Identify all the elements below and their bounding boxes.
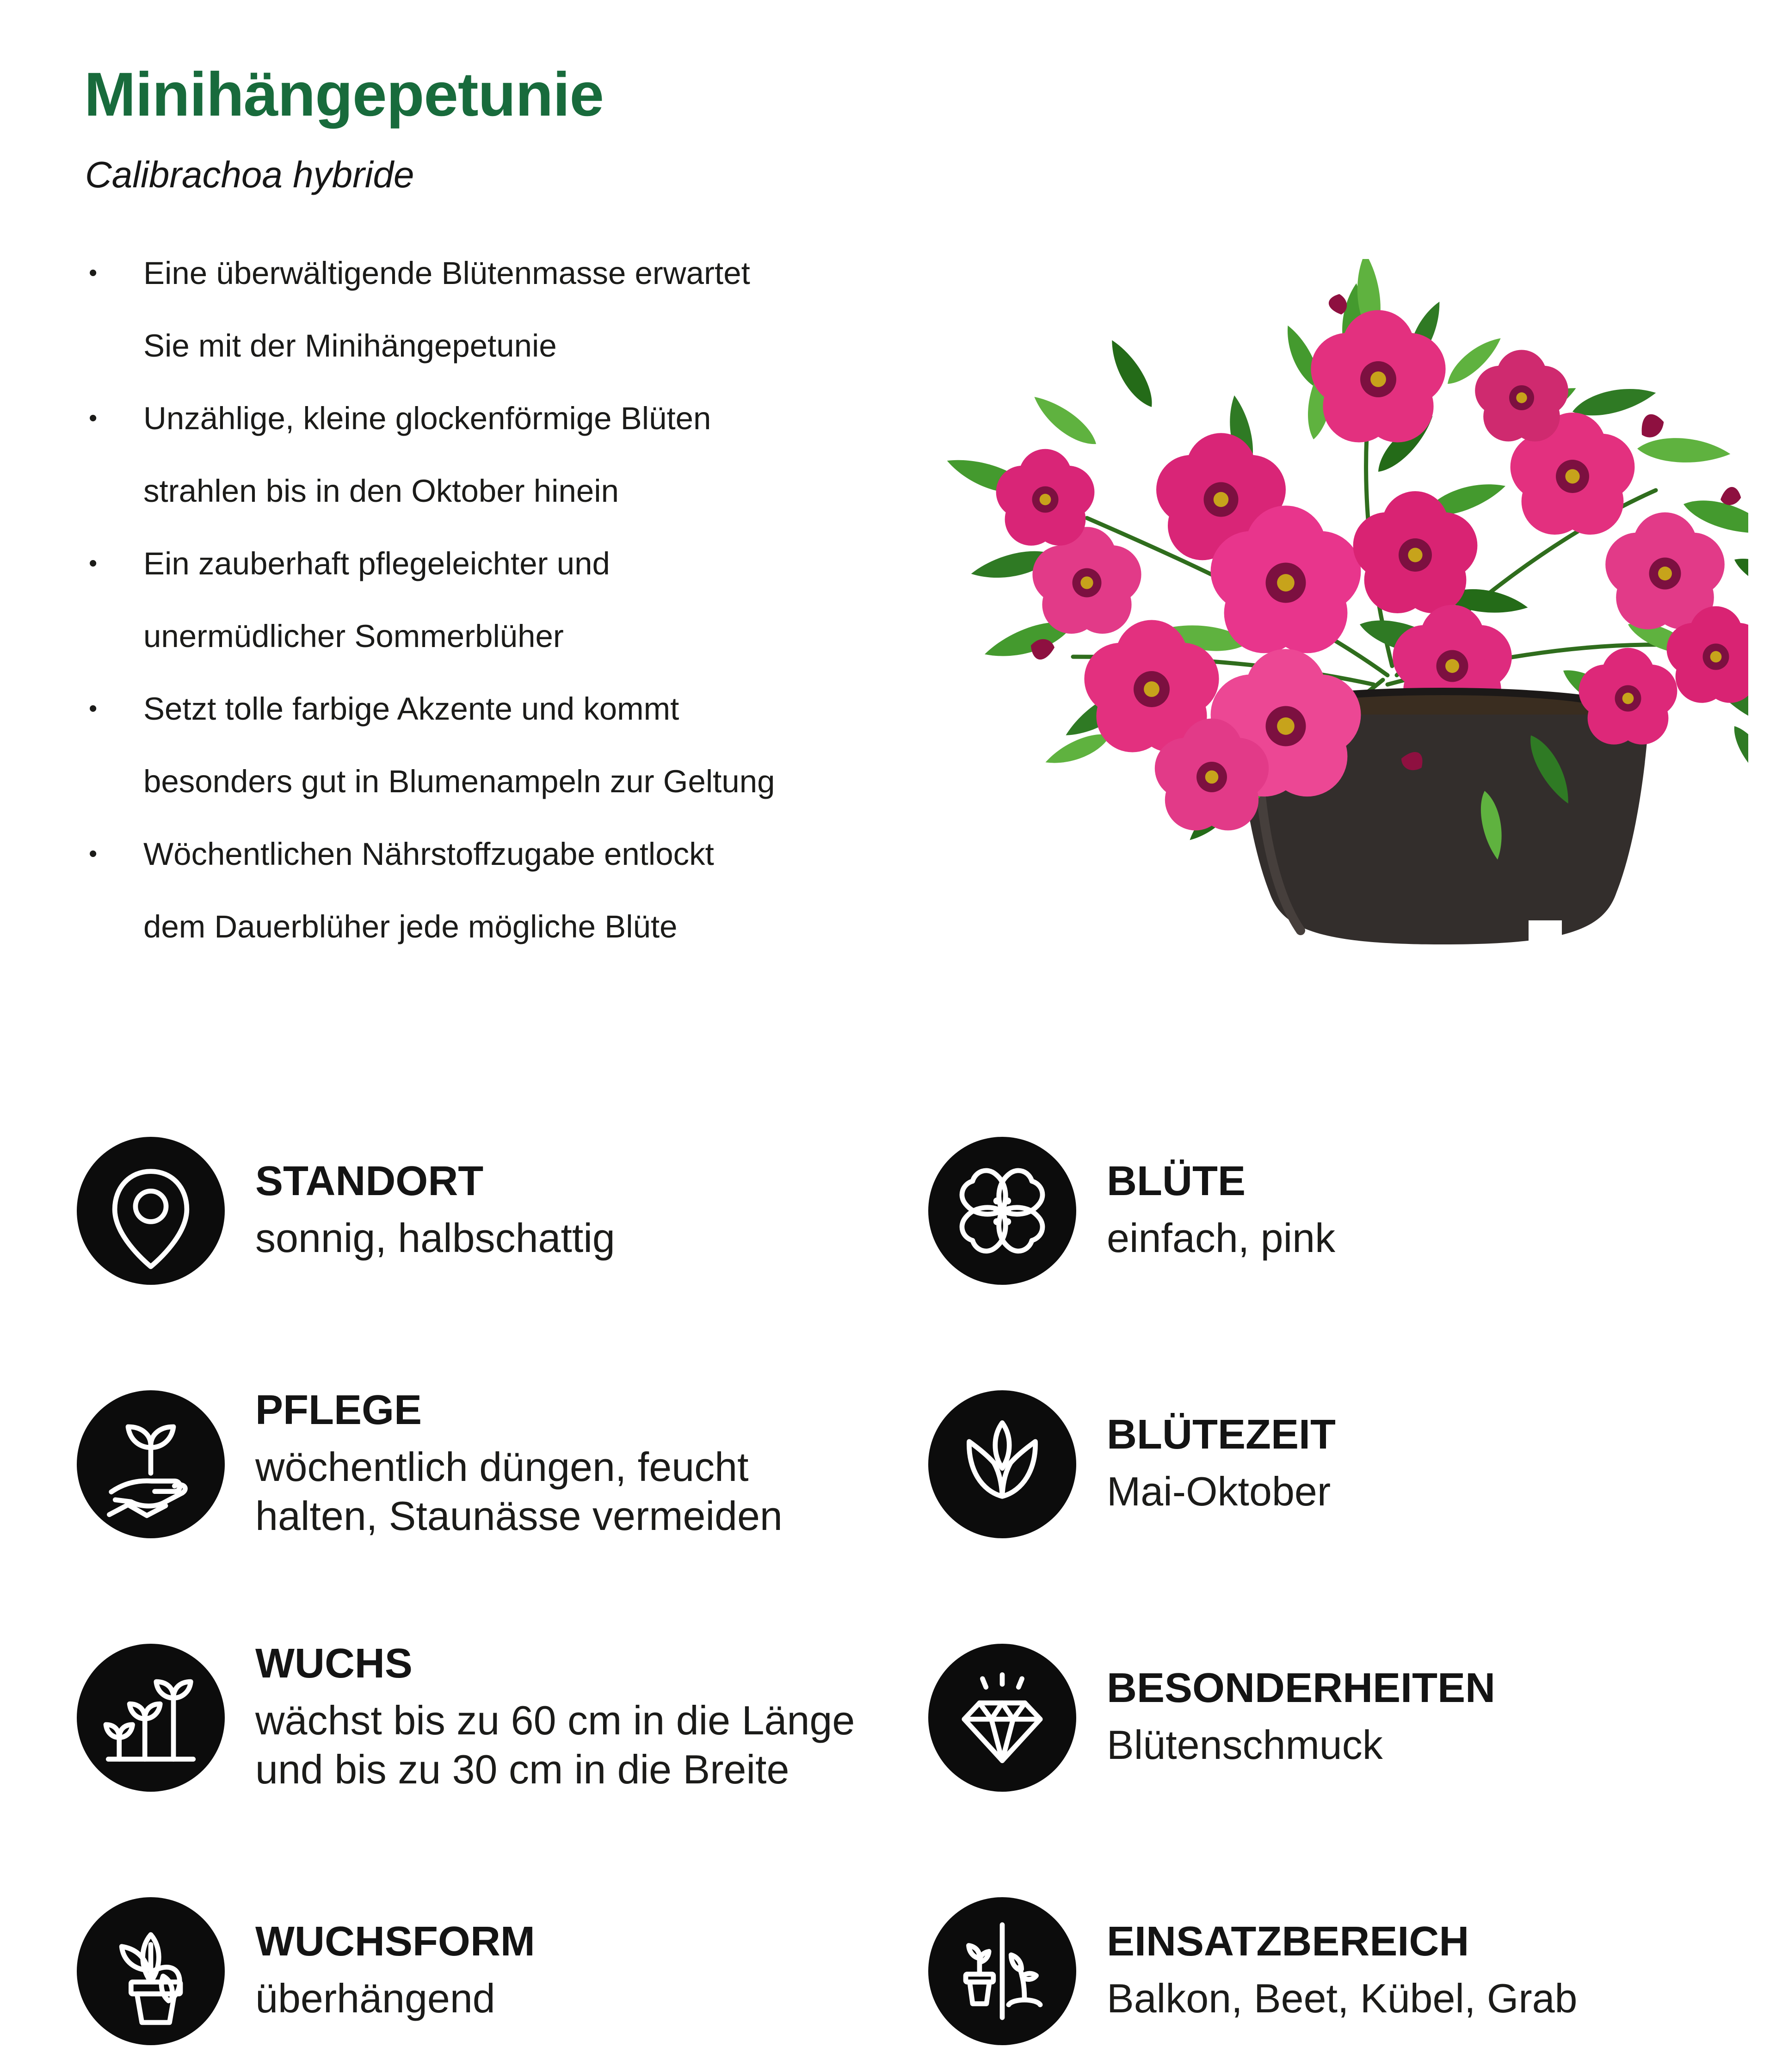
diamond-icon [928,1644,1076,1792]
bullet-icon: • [89,550,98,577]
page-title: Minihängepetunie [84,60,604,129]
bullet-line: Unzählige, kleine glockenförmige Blüten [143,401,711,436]
potted-plant-icon [77,1897,225,2045]
bullet-line: Wöchentlichen Nährstoffzugabe entlockt [143,836,714,872]
bullet-line: Setzt tolle farbige Akzente und kommt [143,691,679,727]
info-line: Balkon, Beet, Kübel, Grab [1107,1975,1578,2021]
info-item-besonderheiten [928,1644,1578,1792]
bullet-icon: • [89,840,98,867]
plant-photo [934,259,1748,1018]
info-line: überhängend [255,1975,495,2021]
bullet-line: dem Dauerblüher jede mögliche Blüte [143,909,678,944]
bullet-icon: • [89,405,98,432]
hand-plant-icon [77,1390,225,1538]
sprouts-icon [77,1644,225,1792]
info-line: halten, Staunässe vermeiden [255,1492,783,1539]
list-item [84,527,926,672]
list-item [84,237,926,382]
info-item-bluete [928,1137,1578,1285]
feature-list [84,237,926,963]
info-line: Blütenschmuck [1107,1721,1383,1768]
info-title: EINSATZBEREICH [1107,1918,1469,1965]
bullet-line: Ein zauberhaft pflegeleichter und [143,546,610,581]
info-title: BESONDERHEITEN [1107,1665,1496,1712]
info-title: BLÜTE [1107,1158,1246,1205]
info-item-bluetezeit [928,1390,1578,1538]
info-title: WUCHSFORM [255,1918,535,1965]
bullet-line: unermüdlicher Sommerblüher [143,618,564,654]
calibrachoa-illustration [934,259,1748,1018]
info-line: Mai-Oktober [1107,1468,1331,1514]
bullet-icon: • [89,695,98,722]
bullet-icon: • [89,259,98,286]
info-line: einfach, pink [1107,1215,1336,1261]
bullet-line: Eine überwältigende Blütenmasse erwartet [143,255,750,291]
info-line: sonnig, halbschattig [255,1215,615,1261]
location-pin-icon [77,1137,225,1285]
info-line: wächst bis zu 60 cm in die Länge [255,1697,855,1743]
info-grid [77,1137,1578,2045]
info-title: WUCHS [255,1640,413,1687]
list-item [84,382,926,527]
info-title: BLÜTEZEIT [1107,1412,1336,1458]
info-title: PFLEGE [255,1387,422,1434]
list-item [84,672,926,818]
info-line: und bis zu 30 cm in die Breite [255,1746,789,1792]
list-item [84,818,926,963]
bullet-line: besonders gut in Blumenampeln zur Geltung [143,764,775,799]
info-item-wuchsform [77,1897,928,2045]
info-line: wöchentlich düngen, feucht [255,1443,749,1490]
info-item-wuchs [77,1640,928,1792]
info-title: STANDORT [255,1158,484,1205]
bloom-icon [928,1390,1076,1538]
balcony-bed-icon [928,1897,1076,2045]
info-item-einsatzbereich [928,1897,1578,2045]
bullet-line: Sie mit der Minihängepetunie [143,328,557,364]
flower-icon [928,1137,1076,1285]
botanical-name: Calibrachoa hybride [85,154,414,195]
info-item-pflege [77,1387,928,1539]
info-item-standort [77,1137,928,1285]
bullet-line: strahlen bis in den Oktober hinein [143,473,619,509]
